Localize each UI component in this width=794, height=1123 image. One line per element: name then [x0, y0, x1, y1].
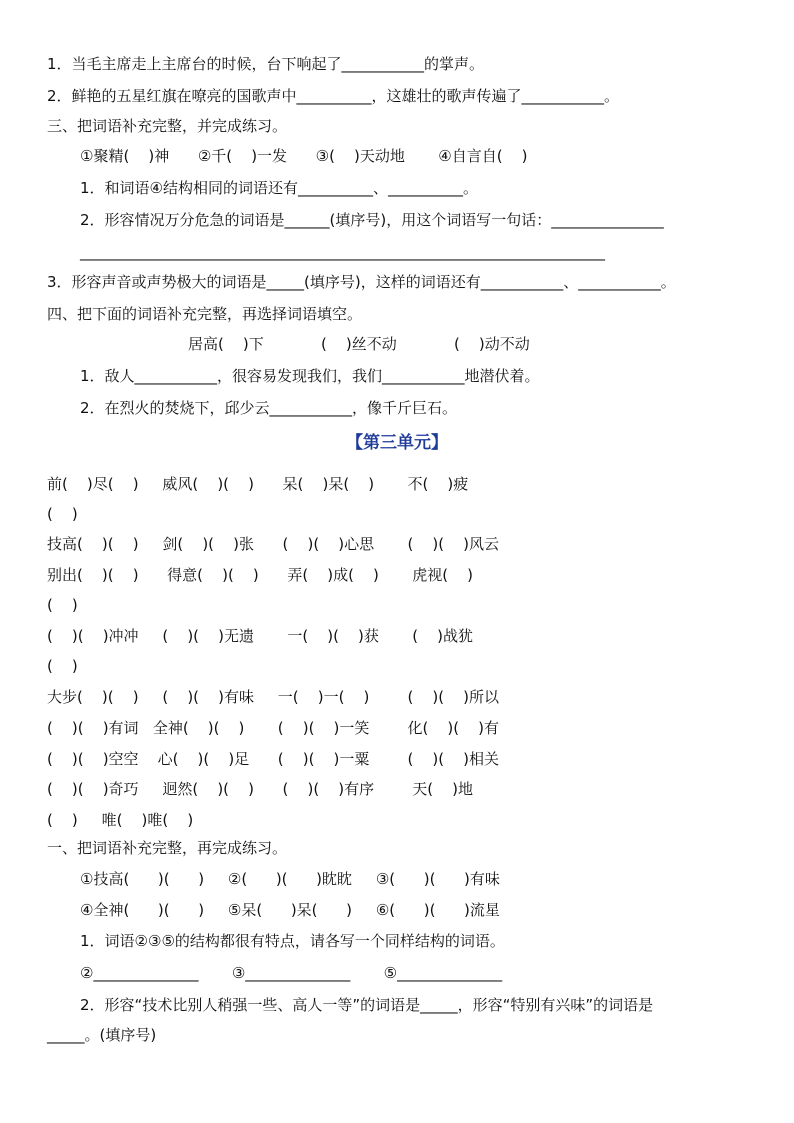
- unit3-line: 别出( )( ) 得意( )( ) 弄( )成( ) 虎视( ): [47, 566, 474, 584]
- section3-q2: 2．形容情况万分危急的词语是______(填序号)，用这个词语写一句话：_______________: [80, 211, 664, 229]
- unit3-line: ( )( )冲冲 ( )( )无遗 一( )( )获 ( )战犹: [47, 627, 474, 645]
- exercise-row2: ④全神( )( ) ⑤呆( )呆( ) ⑥( )( )流星: [80, 901, 500, 919]
- p1-q1: 1．当毛主席走上主席台的时候，台下响起了___________的掌声。: [47, 55, 485, 73]
- exercise-q1-blanks: ②______________ ③______________ ⑤______________: [80, 964, 503, 982]
- exercise-row1: ①技高( )( ) ②( )( )眈眈 ③( )( )有味: [80, 870, 500, 888]
- unit3-line: ( ): [47, 505, 78, 523]
- section4-words: 居高( )下 ( )丝不动 ( )动不动: [188, 335, 530, 353]
- unit3-line: ( ): [47, 657, 78, 675]
- section3-title: 三、把词语补充完整，并完成练习。: [47, 117, 288, 135]
- exercise-q1: 1．词语②③⑤的结构都很有特点，请各写一个同样结构的词语。: [80, 932, 505, 950]
- section3-q2-line: ______________________________________________________________________: [80, 243, 605, 261]
- exercise-q2-cont: _____。(填序号): [47, 1026, 157, 1044]
- section4-q2: 2．在烈火的焚烧下，邱少云___________，像千斤巨石。: [80, 399, 458, 417]
- section4-title: 四、把下面的词语补充完整，再选择词语填空。: [47, 305, 363, 323]
- unit3-line: 前( )尽( ) 威风( )( ) 呆( )呆( ) 不( )疲: [47, 475, 469, 493]
- unit3-line: ( ): [47, 596, 78, 614]
- unit3-line: ( )( )奇巧 迥然( )( ) ( )( )有序 天( )地: [47, 780, 474, 798]
- unit3-line: ( )( )空空 心( )( )足 ( )( )一粟 ( )( )相关: [47, 750, 500, 768]
- section3-words: ①聚精( )神 ②千( )一发 ③( )天动地 ④自言自( ): [80, 147, 528, 165]
- unit3-line: ( ) 唯( )唯( ): [47, 811, 194, 829]
- exercise-q2: 2．形容“技术比别人稍强一些、高人一等”的词语是_____，形容“特别有兴味”的词语是: [80, 996, 654, 1014]
- unit3-line: ( )( )有词 全神( )( ) ( )( )一笑 化( )( )有: [47, 719, 500, 737]
- unit3-line: 技高( )( ) 剑( )( )张 ( )( )心思 ( )( )风云: [47, 535, 500, 553]
- section3-q3: 3．形容声音或声势极大的词语是_____(填序号)，这样的词语还有___________、___________。: [47, 273, 676, 291]
- section3-q1: 1．和词语④结构相同的词语还有__________、__________。: [80, 179, 478, 197]
- p1-q2: 2．鲜艳的五星红旗在嘹亮的国歌声中__________，这雄壮的歌声传遍了___________。: [47, 87, 620, 105]
- unit3-line: 大步( )( ) ( )( )有味 一( )一( ) ( )( )所以: [47, 688, 500, 706]
- section4-q1: 1．敌人___________，很容易发现我们，我们___________地潜伏着。: [80, 367, 540, 385]
- unit-title: 【第三单元】: [346, 433, 448, 453]
- exercise-title: 一、把词语补充完整，再完成练习。: [47, 839, 288, 857]
